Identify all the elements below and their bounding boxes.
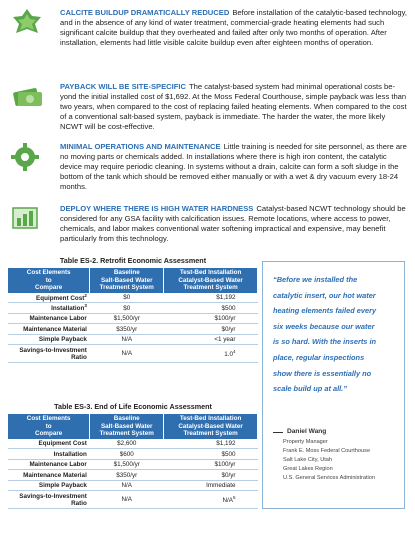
row-label: Savings-to-Investment Ratio <box>8 345 90 363</box>
section-deploy <box>10 204 408 254</box>
testbed-cell: $1,192 <box>164 293 258 303</box>
baseline-cell: N/A <box>90 345 164 363</box>
section-calcite <box>10 8 408 70</box>
testbed-cell: $1.0^4$ <box>164 345 258 363</box>
table-row <box>8 313 258 324</box>
table-row <box>8 345 258 363</box>
baseline-cell: $1,500/yr <box>90 313 164 324</box>
baseline-cell: N/A <box>90 491 164 509</box>
gear-icon <box>10 142 44 172</box>
baseline-cell: N/A <box>90 334 164 345</box>
row-label: Equipment Cost <box>8 439 90 449</box>
row-label: Installation$^3$ <box>8 303 90 314</box>
row-label: Savings-to-Investment Ratio <box>8 491 90 509</box>
column-header: Cost Elements to Compare <box>8 268 90 293</box>
baseline-cell: $0 <box>90 303 164 314</box>
row-label: Maintenance Labor <box>8 459 90 470</box>
table-row <box>8 459 258 470</box>
table-row <box>8 334 258 345</box>
section-heading: CALCITE BUILDUP DRAMATICALLY REDUCED <box>60 8 230 17</box>
attribution-dash <box>273 432 283 433</box>
row-label: Maintenance Material <box>8 324 90 335</box>
attribution-name: Daniel Wang <box>287 428 327 435</box>
attribution-detail: Property Manager <box>283 439 328 445</box>
testbed-cell: $100/yr <box>164 313 258 324</box>
section-operations <box>10 142 408 202</box>
testbed-cell: <1 year <box>164 334 258 345</box>
table-title: Table ES-3. End of Life Economic Assessment <box>54 402 212 411</box>
table-row <box>8 293 258 303</box>
column-header: Baseline Salt-Based Water Treatment System <box>90 268 164 293</box>
baseline-cell: $0 <box>90 293 164 303</box>
testbed-cell: $0/yr <box>164 324 258 335</box>
testbed-cell: $0/yr <box>164 470 258 481</box>
star-icon <box>10 8 44 38</box>
quote-line: place, regular inspections <box>273 352 365 362</box>
quote-line: scale build up at all.” <box>273 384 347 394</box>
row-label: Simple Payback <box>8 480 90 491</box>
table-row <box>8 491 258 509</box>
quote-line: six weeks because our water <box>273 321 375 331</box>
column-header: Cost Elements to Compare <box>8 414 90 439</box>
row-label: Equipment Cost$^2$ <box>8 293 90 303</box>
section-text: Catalyst-based NCWT technology should be considered for any GSA facility with calcification issues. Remote locations, where access to power, chemicals, and labor makes conventional water softening impractical and expensive, may benefit particularly from this technology. <box>60 204 406 244</box>
row-label: Maintenance Material <box>8 470 90 481</box>
table-row <box>8 439 258 449</box>
quote-line: heating elements failed every <box>273 306 377 316</box>
section-heading: MINIMAL OPERATIONS AND MAINTENANCE <box>60 142 221 151</box>
quote-line: is so hard. With the inserts in <box>273 337 377 347</box>
attribution-detail: Frank E. Moss Federal Courthouse <box>283 448 371 454</box>
section-payback <box>10 82 408 144</box>
row-label: Maintenance Labor <box>8 313 90 324</box>
section-text: Before installation of the catalytic-based technology, and in the absence of any kind of water treatment, commercial-grade heating elements had such significant calcite buildup that they overheated and failed after only two months of operation. After installation, elements had little visible calcite buildup even after eighteen months of operation. <box>60 8 407 48</box>
table-title: Table ES-2. Retrofit Economic Assessment <box>59 256 207 265</box>
quote-box <box>262 261 405 509</box>
baseline-cell: $2,600 <box>90 439 164 449</box>
retrofit-table <box>8 268 258 363</box>
table-row <box>8 303 258 314</box>
attribution-detail: Salt Lake City, Utah <box>283 457 333 463</box>
testbed-cell: $500 <box>164 303 258 314</box>
quote-text <box>273 272 397 397</box>
testbed-cell: $N/A^5$ <box>164 491 258 509</box>
baseline-cell: $350/yr <box>90 324 164 335</box>
testbed-cell: $500 <box>164 449 258 460</box>
table-row <box>8 480 258 491</box>
deploy-chart-icon <box>10 204 44 234</box>
section-heading: DEPLOY WHERE THERE IS HIGH WATER HARDNESS <box>60 204 254 213</box>
quote-line: catalytic insert, our hot water <box>273 290 376 300</box>
testbed-cell: $1,192 <box>164 439 258 449</box>
table-row <box>8 324 258 335</box>
baseline-cell: $600 <box>90 449 164 460</box>
eol-table <box>8 414 258 509</box>
row-label: Simple Payback <box>8 334 90 345</box>
baseline-cell: $350/yr <box>90 470 164 481</box>
table-row <box>8 449 258 460</box>
money-icon <box>10 82 44 112</box>
column-header: Test-Bed Installation Catalyst-Based Water Treatment System <box>164 414 258 439</box>
section-heading: PAYBACK WILL BE SITE-SPECIFIC <box>60 82 187 91</box>
section-text: Little training is needed for site personnel, as there are no moving parts or chemicals added. In installations where there is high iron content, the catalytic device may require periodic cleaning. In systems without a drain, calcite can form a soft sludge in the bottom of the tank which should be removed either manually or with a wet & dry vacuum every 18-24 months. <box>60 142 407 192</box>
row-label: Installation <box>8 449 90 460</box>
baseline-cell: $1,500/yr <box>90 459 164 470</box>
baseline-cell: N/A <box>90 480 164 491</box>
column-header: Test-Bed Installation Catalyst-Based Water Treatment System <box>164 268 258 293</box>
quote-line: show there is essentially no <box>273 368 372 378</box>
attribution-detail: Great Lakes Region <box>283 466 333 472</box>
attribution-detail: U.S. General Services Administration <box>283 475 376 481</box>
table-row <box>8 470 258 481</box>
testbed-cell: Immediate <box>164 480 258 491</box>
quote-line: “Before we installed the <box>273 275 358 284</box>
testbed-cell: $100/yr <box>164 459 258 470</box>
section-text: The catalyst-based system had minimal operational costs be-yond the initial installed cost of $1,692. At the Moss Federal Courthouse, simple payback was less than two years, when compared to the cost of replacing failed heating elements. When compared to the cost of a conventional salt-based system, payback is immediate. The harder the water, the more likely NCWT will be cost-effective. <box>60 82 407 132</box>
column-header: Baseline Salt-Based Water Treatment System <box>90 414 164 439</box>
